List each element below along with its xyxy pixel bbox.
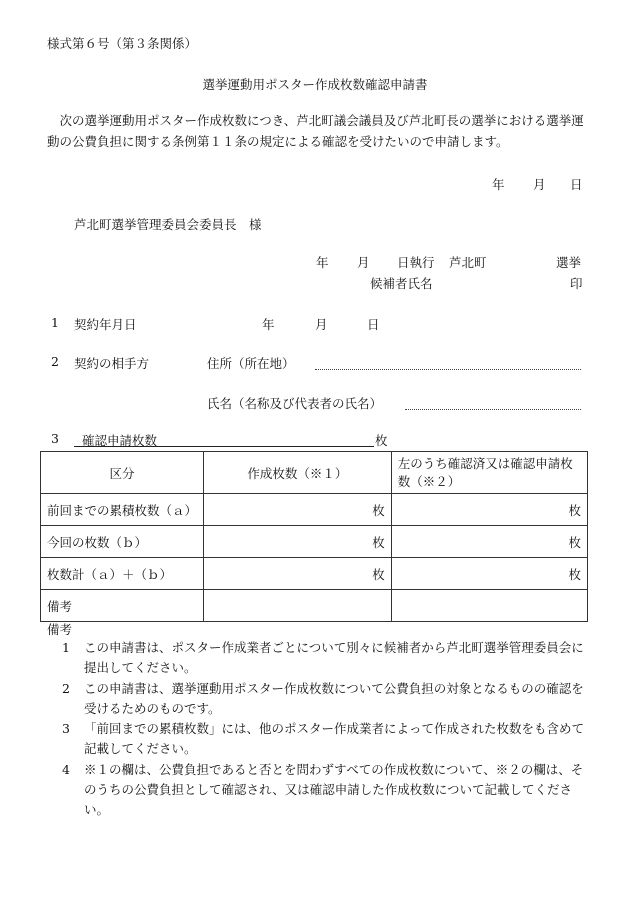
- table-row: [41, 494, 588, 526]
- row-label: 今回の枚数（ｂ）: [41, 526, 204, 558]
- note-number: 4: [62, 762, 70, 777]
- note-item: [62, 679, 592, 719]
- table-row: [41, 558, 588, 590]
- exec-day-executed: 日執行: [397, 255, 435, 270]
- note-text: この申請書は、選挙運動用ポスター作成枚数について公費負担の対象となるものの確認を受けるためのものです。: [84, 681, 584, 716]
- document-title: 選挙運動用ポスター作成枚数確認申請書: [202, 77, 428, 92]
- date-day: 日: [570, 177, 583, 192]
- note-text: ※１の欄は、公費負担であると否とを問わずすべての作成枚数について、※２の欄は、そのうちの公費負担として確認され、又は確認申請した作成枚数について記載してください。: [84, 762, 584, 817]
- created-count-cell: 枚: [204, 558, 392, 590]
- table-header-row: [41, 452, 588, 494]
- note-number: 2: [62, 681, 70, 696]
- created-count-cell: [204, 590, 392, 622]
- exec-month: 月: [357, 255, 370, 270]
- note-text: この申請書は、ポスター作成業者ごとについて別々に候補者から芦北町選挙管理委員会に提出してください。: [84, 640, 584, 675]
- row-label: 前回までの累積枚数（ａ）: [41, 494, 204, 526]
- address-field-line: [315, 369, 581, 370]
- item1-day: 日: [367, 317, 380, 332]
- confirmed-count-cell: 枚: [391, 494, 587, 526]
- item1-year: 年: [262, 317, 275, 332]
- addressee: 芦北町選挙管理委員会委員長 様: [74, 217, 262, 232]
- notes-title: 備考: [47, 622, 73, 637]
- confirmed-count-cell: 枚: [391, 526, 587, 558]
- header-category: 区分: [41, 452, 204, 494]
- count-table: [40, 451, 588, 622]
- exec-year: 年: [316, 255, 329, 270]
- note-item: [62, 719, 592, 759]
- item3-number: 3: [51, 431, 59, 446]
- header-created-count: 作成枚数（※１）: [204, 452, 392, 494]
- confirmed-count-cell: 枚: [391, 558, 587, 590]
- date-year: 年: [492, 177, 505, 192]
- seal-mark: 印: [570, 276, 583, 291]
- item3-unit: 枚: [375, 433, 388, 448]
- note-number: 1: [62, 640, 70, 655]
- item1-month: 月: [315, 317, 328, 332]
- item3-label: 確認申請枚数: [82, 433, 158, 448]
- created-count-cell: 枚: [204, 494, 392, 526]
- exec-town: 芦北町: [449, 255, 487, 270]
- exec-election: 選挙: [556, 255, 582, 270]
- form-number: 様式第６号（第３条関係）: [47, 36, 198, 51]
- item1-number: 1: [51, 315, 59, 330]
- note-item: [62, 760, 592, 820]
- note-item: [62, 638, 592, 678]
- table-row: [41, 526, 588, 558]
- note-text: 「前回までの累積枚数」には、他のポスター作成業者によって作成された枚数をも含めて記載してください。: [84, 721, 585, 756]
- created-count-cell: 枚: [204, 526, 392, 558]
- address-label: 住所（所在地）: [207, 356, 295, 371]
- item2-label: 契約の相手方: [74, 356, 150, 371]
- candidate-name-label: 候補者氏名: [370, 276, 433, 291]
- row-label: 枚数計（ａ）＋（ｂ）: [41, 558, 204, 590]
- confirmed-count-cell: [391, 590, 587, 622]
- header-confirmed-count: 左のうち確認済又は確認申請枚数（※２）: [391, 452, 587, 494]
- name-label: 氏名（名称及び代表者の氏名）: [207, 396, 383, 411]
- name-field-line: [405, 409, 581, 410]
- item1-label: 契約年月日: [74, 317, 137, 332]
- table-row: [41, 590, 588, 622]
- item3-underline: [74, 446, 374, 447]
- note-number: 3: [62, 721, 70, 736]
- date-month: 月: [533, 177, 546, 192]
- row-label: 備考: [41, 590, 204, 622]
- intro-paragraph: 次の選挙運動用ポスター作成枚数につき、芦北町議会議員及び芦北町長の選挙における選挙運動の公費負担に関する条例第１１条の規定による確認を受けたいので申請します。: [47, 113, 584, 149]
- item2-number: 2: [51, 354, 59, 369]
